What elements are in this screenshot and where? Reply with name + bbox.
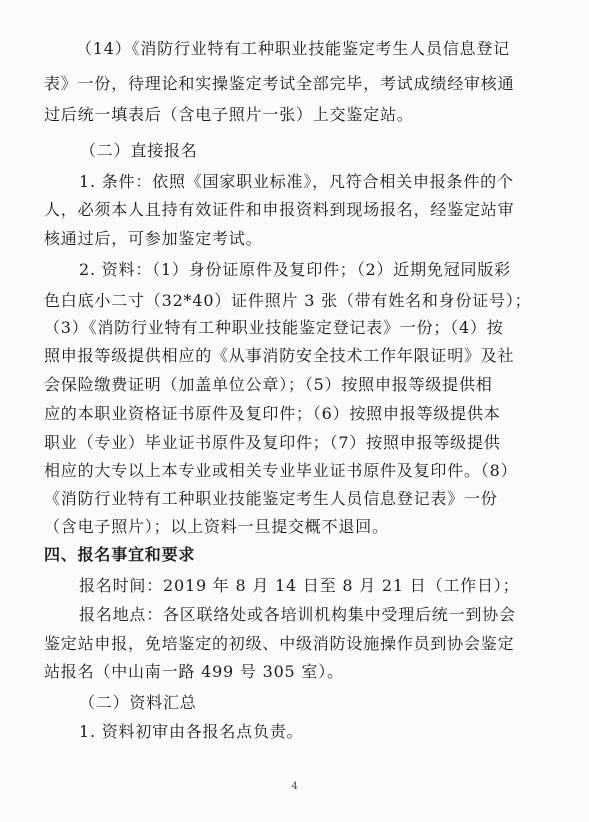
text-line: （含电子照片）；以上资料一旦提交概不退回。 [44, 517, 389, 536]
text-line: 色白底小二寸（32*40）证件照片 3 张（带有姓名和身份证号）； [44, 291, 532, 310]
text-line: 核通过后，可参加鉴定考试。 [44, 229, 263, 248]
text-line: 1. 资料初审由各报名点负责。 [79, 722, 304, 741]
text-line: 会保险缴费证明（加盖单位公章）；（5）按照申报等级提供相 [44, 375, 493, 394]
text-line: 《消防行业特有工种职业技能鉴定考生人员信息登记表》一份 [44, 489, 498, 508]
text-line: 站报名（中山南一路 499 号 305 室）。 [44, 662, 344, 681]
text-line: 职业（专业）毕业证书原件及复印件；（7）按照申报等级提供 [44, 433, 501, 452]
text-line: 报名时间：2019 年 8 月 14 日至 8 月 21 日（工作日）； [79, 576, 520, 595]
text-line: 2. 资料：（1）身份证原件及复印件；（2）近期免冠同版彩 [79, 260, 511, 279]
text-line: （3）《消防行业特有工种职业技能鉴定登记表》一份；（4）按 [44, 318, 504, 337]
text-line: 1. 条件：依照《国家职业标准》，凡符合相关申报条件的个 [79, 172, 514, 191]
text-line: 应的本职业资格证书原件及复印件；（6）按照申报等级提供本 [44, 404, 501, 423]
text-line: 相应的大专以上本专业或相关专业毕业证书原件及复印件。（8） [44, 461, 518, 480]
text-line: 报名地点：各区联络处或各培训机构集中受理后统一到协会 [79, 605, 516, 624]
text-line: 人，必须本人且持有效证件和申报资料到现场报名，经鉴定站审 [44, 200, 515, 219]
text-line: 过后统一填表后（含电子照片一张）上交鉴定站。 [44, 105, 414, 124]
text-line: （14）《消防行业特有工种职业技能鉴定考生人员信息登记 [76, 39, 510, 58]
text-line: 鉴定站申报，免培鉴定的初级、中级消防设施操作员到协会鉴定 [44, 634, 515, 653]
section-subheading: （二）资料汇总 [79, 693, 197, 712]
section-heading: 四、报名事宜和要求 [44, 545, 196, 564]
text-line: 表》一份，待理论和实操鉴定考试全部完毕，考试成绩经审核通 [44, 74, 515, 93]
section-subheading: （二）直接报名 [80, 141, 198, 160]
page-number: 4 [291, 781, 298, 792]
text-line: 照申报等级提供相应的《从事消防安全技术工作年限证明》及社 [44, 346, 515, 365]
